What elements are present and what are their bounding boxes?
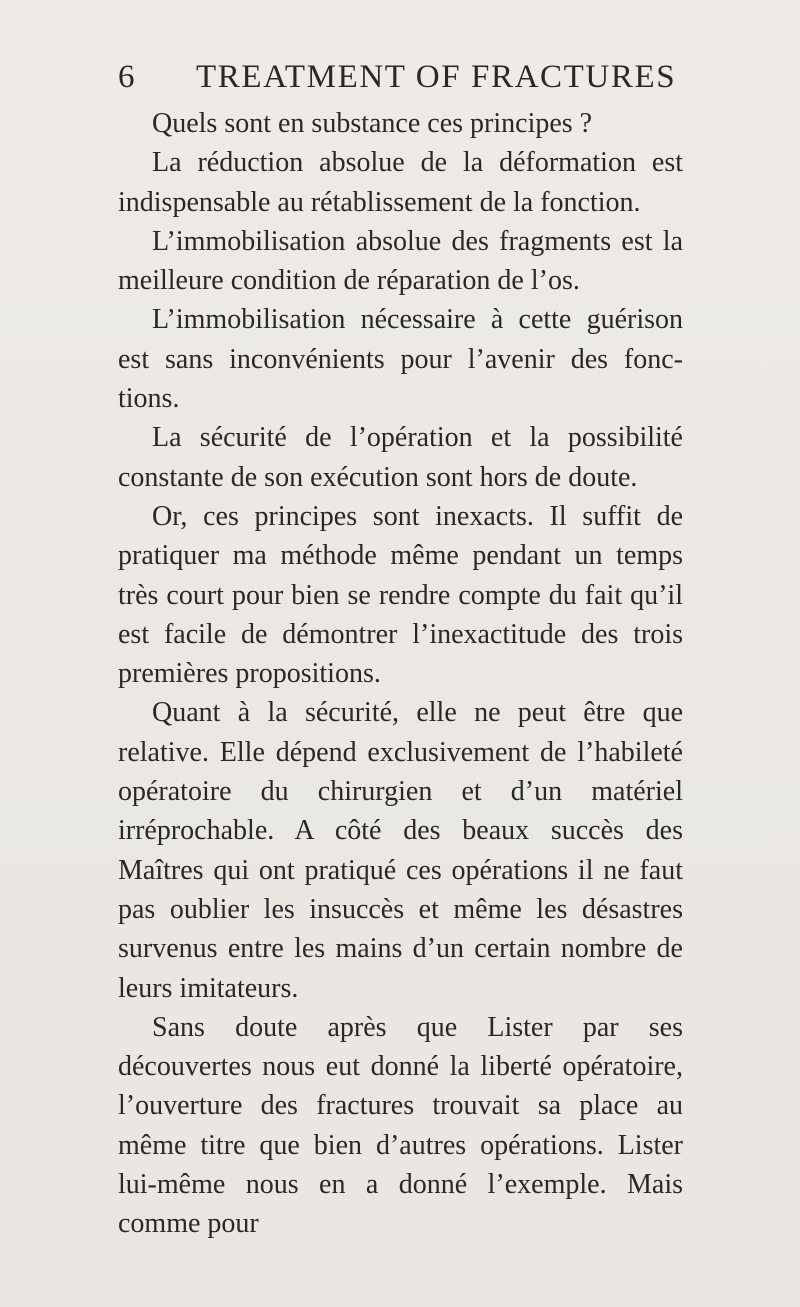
paragraph-immobilisation-necessaire: L’immobilisation nécessaire à cette guérison est sans inconvénients pour l’avenir des fonc-tions.: [118, 304, 683, 415]
paragraph-principes-inexacts: Or, ces principes sont inexacts. Il suffit de pratiquer ma méthode même pendant un temps très court pour bien se rendre compte du fait qu’il est facile de démontrer l’inexactitude des trois premières propositions.: [118, 500, 683, 690]
paragraph-immobilisation-absolue: L’immobilisation absolue des fragments est la meilleure condition de réparation de l’os.: [118, 225, 683, 297]
body-text: [118, 104, 683, 1244]
paragraph-securite-operation: La sécurité de l’opération et la possibilité constante de son exécution sont hors de doute.: [118, 422, 683, 493]
page-number: 6: [118, 59, 136, 95]
paragraph-question: Quels sont en substance ces principes ?: [152, 108, 593, 139]
running-title: TREATMENT OF FRACTURES: [196, 59, 677, 95]
paragraph-reduction: La réduction absolue de la déformation est indispensable au rétablissement de la fonction.: [118, 147, 683, 218]
paragraph-lister: Sans doute après que Lister par ses découvertes nous eut donné la liberté opératoire, l’ouverture des fractures trouvait sa place au même titre que bien d’autres opérations. Lister lui-même nous en a donné l’exemple. Mais comme pour: [118, 1011, 683, 1240]
paragraph-quant-securite: Quant à la sécurité, elle ne peut être que relative. Elle dépend exclusivement de l’habileté opératoire du chirurgien et d’un matériel irréprochable. A côté des beaux succès des Maîtres qui ont pratiqué ces opérations il ne faut pas oublier les insuccès et même les désastres survenus entre les mains d’un certain nombre de leurs imitateurs.: [118, 697, 683, 1004]
running-header: [118, 52, 678, 102]
